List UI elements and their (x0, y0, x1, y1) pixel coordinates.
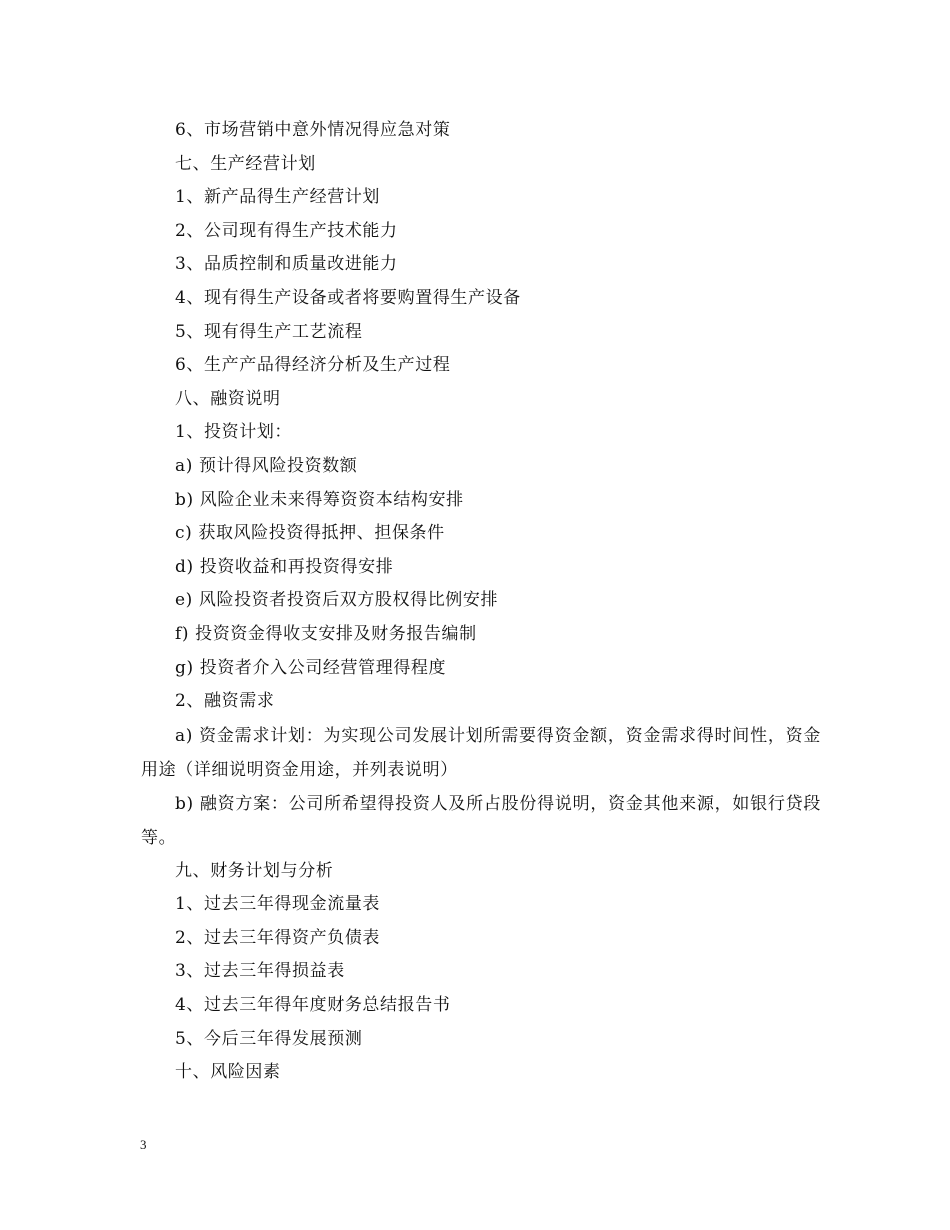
text-line: 2、过去三年得资产负债表 (175, 927, 381, 948)
list-item: g) 投资者介入公司经营管理得程度 (175, 657, 447, 678)
document-body (141, 114, 841, 1090)
section-heading: 十、风险因素 (175, 1062, 281, 1083)
paragraph-funding-plan: a) 资金需求计划：为实现公司发展计划所需要得资金额，资金需求得时间性，资金用途（详细说明资金用途，并列表说明） (141, 725, 821, 780)
section-heading: 七、生产经营计划 (175, 153, 316, 174)
paragraph-financing-scheme: b) 融资方案：公司所希望得投资人及所占股份得说明，资金其他来源，如银行贷段等。 (141, 793, 821, 848)
text-line: 6、市场营销中意外情况得应急对策 (175, 120, 451, 140)
page-number: 3 (140, 1137, 147, 1152)
text-line: 1、过去三年得现金流量表 (175, 894, 381, 915)
text-line: 4、过去三年得年度财务总结报告书 (175, 995, 451, 1016)
text-line: 2、融资需求 (175, 691, 275, 712)
text-line: 6、生产产品得经济分析及生产过程 (175, 355, 451, 376)
list-item: e) 风险投资者投资后双方股权得比例安排 (175, 590, 499, 611)
section-heading: 九、财务计划与分析 (175, 860, 334, 881)
text-line: 5、现有得生产工艺流程 (175, 321, 363, 342)
section-heading: 八、融资说明 (175, 388, 281, 409)
text-line: 2、公司现有得生产技术能力 (175, 220, 398, 241)
text-line: 3、品质控制和质量改进能力 (175, 254, 398, 275)
text-line: 3、过去三年得损益表 (175, 961, 345, 982)
list-item: f) 投资资金得收支安排及财务报告编制 (175, 623, 477, 644)
text-line: 5、今后三年得发展预测 (175, 1028, 363, 1049)
list-item: a) 预计得风险投资数额 (175, 455, 358, 476)
text-line: 1、投资计划： (175, 422, 293, 443)
list-item: b) 风险企业未来得筹资资本结构安排 (175, 489, 464, 510)
list-item: d) 投资收益和再投资得安排 (175, 556, 394, 577)
text-line: 4、现有得生产设备或者将要购置得生产设备 (175, 287, 521, 308)
text-line: 1、新产品得生产经营计划 (175, 187, 381, 208)
list-item: c) 获取风险投资得抵押、担保条件 (175, 523, 445, 544)
